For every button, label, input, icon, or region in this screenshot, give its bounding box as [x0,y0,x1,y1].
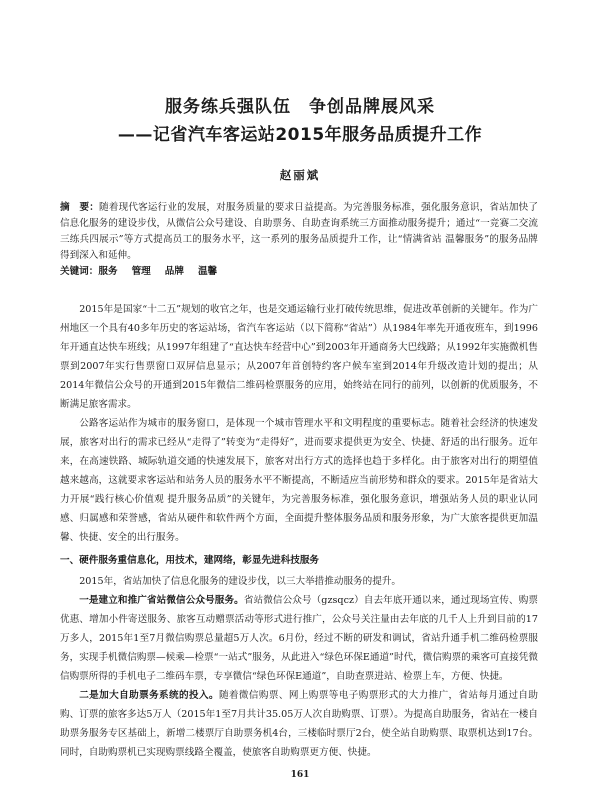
keyword: 管理 [131,266,151,277]
paragraph-text: 随着微信购票、网上购票等电子购票形式的大力推广，省站每月通过自助购、订票的旅客多达5万人（2015年1至7月共计35.05万人次自助购票、订票）。为提高自助服务，省站在一楼自助票务服务专区基础上，新增二楼票厅自助票务机4台，三楼临时票厅2台，使全站自助购票、取票机达到17台。同时，自助购票机已实现购票线路全覆盖，使旅客自助购票更方便、快捷。 [60,690,539,758]
article-title: 服务练兵强队伍 争创品牌展风采 [165,97,435,117]
abstract-text: 随着现代客运行业的发展，对服务质量的要求日益提高。为完善服务标准，强化服务意识，省站加快了信息化服务的建设步伐，从微信公众号建设、自助票务、自助查询系统三方面推动服务提升；通过“一竞赛二交流三练兵四展示”等方式提高员工的服务水平，这一系列的服务品质提升工作，让“情满省站 温馨服务”的服务品牌得到深入和延伸。 [60,202,539,261]
paragraph [60,686,538,762]
paragraph: 2015年是国家“十二五”规划的收官之年，也是交通运输行业打破传统思维，促进改革创新的关键年。作为广州地区一个具有40多年历史的客运站场，省汽车客运站（以下简称“省站”）从1984年率先开通夜班车，到1996年开通直达快车班线；从1997年组建了“直达快车经营中心”到2003年开通商务大巴线路；从1992年实施微机售票到2007年实行售票窗口双屏信息显示；从2007年首创特约客户候车室到2014年升级改造计划的提出；从2014年微信公众号的开通到2015年微信二维码检票服务的应用，始终站在同行的前列，以创新的优质服务，不断满足旅客需求。 [60,304,538,410]
keywords-label: 关键词： [60,266,99,277]
paragraph-text: 省站微信公众号（gzsqcz）自去年底开通以来，通过现场宣传、购票优惠、增加小件寄送服务、旅客互动赠票活动等形式进行推广，公众号关注量由去年底的几千人上升到目前的17万多人，2015年1至7月微信购票总量超5万人次。6月份，经过不断的研发和调试，省站升通手机二维码检票服务，实现手机微信购票—候乘—检票“一站式”服务，从此进入“绿色环保E通道”时代，微信购票的乘客可直接凭微信购票所得的手机电子二维码车票，专享微信“绿色环保E通道”，自助查票进站、检票上车，方便、快捷。 [60,595,539,682]
section-heading: 一、硬件服务重信息化，用技术，建网络，彰显先进科技服务 [60,555,320,566]
author-name: 赵丽斌 [279,168,321,182]
keywords [60,264,538,280]
abstract [60,200,538,264]
paragraph: 公路客运站作为城市的服务窗口，是体现一个城市管理水平和文明程度的重要标志。随着社会经济的快速发展，旅客对出行的需求已经从“走得了”转变为“走得好”，进而要求提供更为安全、快捷、舒适的出行服务。近年来，在高速铁路、城际轨道交通的快速发展下，旅客对出行方式的选择也趋于多样化。由于旅客对出行的期望值越来越高，这就要求客运站和站务人员的服务水平不断提高，不断适应当前形势和群众的要求。2015年是省站大力开展“践行核心价值观 提升服务品质”的关键年，为完善服务标准，强化服务意识，增强站务人员的职业认同感、归属感和荣誉感，省站从硬件和软件两个方面，全面提升整体服务品质和服务形象，为广大旅客提供更加温馨、快捷、安全的出行服务。 [60,418,538,543]
keyword: 服务 [98,266,118,277]
page-number: 161 [290,770,310,780]
paragraph: 2015年，省站加快了信息化服务的建设步伐，以三大举措推动服务的提升。 [79,576,402,587]
abstract-label: 摘 要： [60,202,100,213]
keyword: 品牌 [164,266,184,277]
paragraph-lead: 一是建立和推广省站微信公众号服务。 [79,595,244,606]
paragraph-lead: 二是加大自助票务系统的投入。 [79,690,219,701]
article-body [60,300,538,762]
article-subtitle: ——记省汽车客运站2015年服务品质提升工作 [117,125,483,145]
keyword: 温馨 [197,266,218,277]
paragraph [60,591,538,686]
